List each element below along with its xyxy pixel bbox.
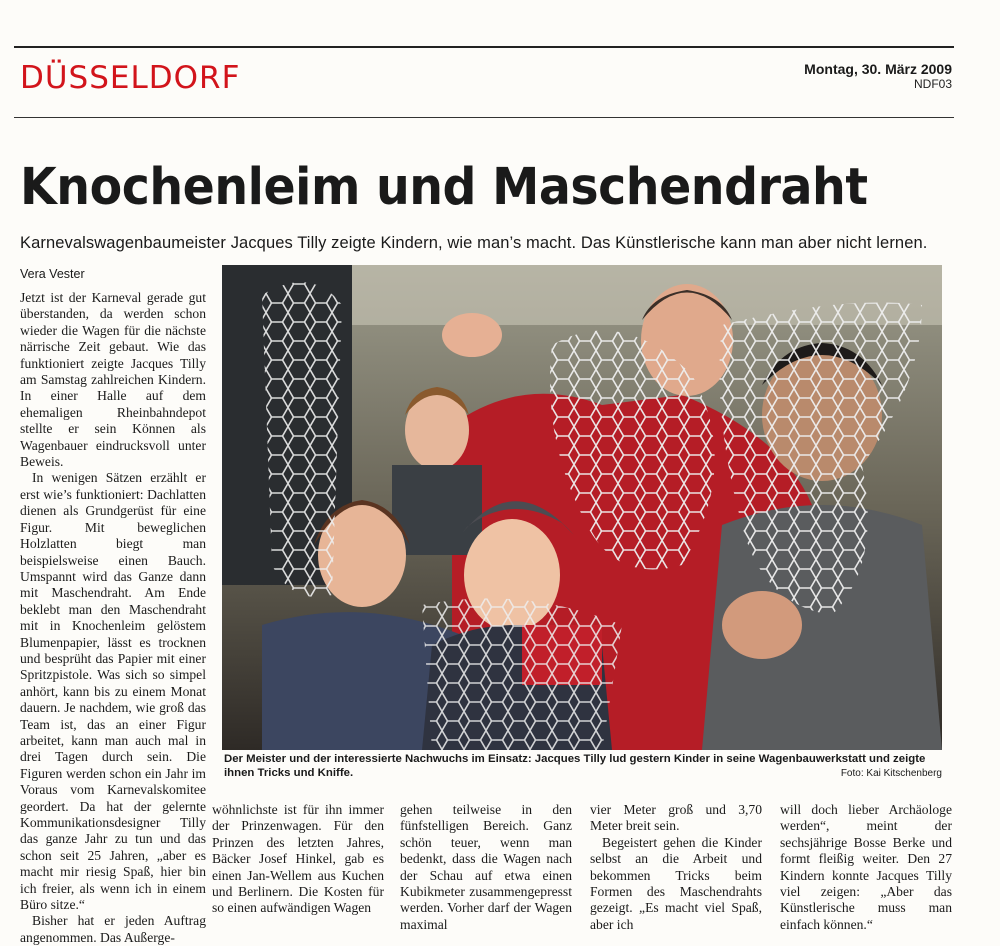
paragraph: will doch lieber Archäologe werden“, meint der sechsjährige Bosse Berke und formt fleißig weiter. Den 27 Kindern konnte Jacques Tilly viel zeigen: „Aber das Künstlerische muss man einfach können.“ bbox=[780, 802, 952, 932]
subheadline: Karnevalswagenbaumeister Jacques Tilly zeigte Kindern, wie man’s macht. Das Künstlerische kann man aber nicht lernen. bbox=[20, 234, 928, 252]
paragraph: vier Meter groß und 3,70 Meter breit sein. bbox=[590, 802, 762, 834]
top-rule bbox=[14, 46, 954, 48]
paragraph: In wenigen Sätzen erzählt er erst wie’s funktioniert: Dachlatten dienen als Grundgerüst für eine Figur. Mit beweglichen Holzlatten biegt man beispielsweise einen Bauch. Umspannt wird das Ganze dann mit Maschendraht. Am Ende beklebt man den Maschendraht mit in Knochenleim gelöstem Blumenpapier, lässt es trocknen und besprüht das Papier mit einer Spritzpistole. Was sich so simpel anhört, kann bis zu einem Monat dauern. Je nachdem, wie groß das Team ist, das an einer Figur arbeitet, kann man auch mal in drei Tagen durch sein. Die Figuren werden schon ein Jahr im Voraus vom Karnevalskomitee geordert. Da hat der gelernte Kommunikationsdesigner Tilly das ganze Jahr zu tun und das schon seit 25 Jahren, „aber es macht mir riesig Spaß, hier bin ich freier, als wenn ich in einem Büro sitze.“ bbox=[20, 470, 206, 913]
paragraph: Begeistert gehen die Kinder selbst an die Arbeit und bekommen Tricks beim Formen des Maschendrahts gezeigt. „Es macht viel Spaß, aber ich bbox=[590, 834, 762, 932]
author-byline: Vera Vester bbox=[20, 267, 85, 281]
masthead-rule bbox=[14, 117, 954, 118]
headline: Knochenleim und Maschendraht bbox=[20, 158, 868, 217]
paragraph: wöhnlichste ist für ihn immer der Prinzenwagen. Für den Prinzen des letzten Jahres, Bäcker Josef Hinkel, gab es einen Jan-Wellem aus Kuchen und Berlinern. Die Kosten für so einen aufwändigen Wagen bbox=[212, 802, 384, 916]
photo-caption: Der Meister und der interessierte Nachwuchs im Einsatz: Jacques Tilly lud gestern Kinder in seine Wagenbauwerkstatt und zeigte ihnen Tricks und Kniffe. bbox=[224, 753, 926, 779]
article-column-4 bbox=[590, 802, 762, 933]
issue-date: Montag, 30. März 2009 bbox=[804, 61, 952, 77]
article-column-1 bbox=[20, 290, 206, 946]
article-column-5 bbox=[780, 802, 952, 933]
photo-illustration bbox=[222, 265, 942, 750]
paragraph: Jetzt ist der Karneval gerade gut überstanden, da werden schon wieder die Wagen für die nächste närrische Zeit gebaut. Wie das funktioniert zeigte Jacques Tilly am Samstag zahlreichen Kindern. In einer Halle auf dem ehemaligen Rheinbahndepot stellte er sein Können als Wagenbauer eindrucksvoll unter Beweis. bbox=[20, 290, 206, 470]
photo-credit: Foto: Kai Kitschenberg bbox=[840, 768, 942, 779]
article-photo bbox=[222, 265, 942, 750]
page-code: NDF03 bbox=[913, 77, 952, 91]
section-title: DÜSSELDORF bbox=[20, 60, 241, 96]
article-column-2 bbox=[212, 802, 384, 917]
paragraph: Bisher hat er jeden Auftrag angenommen. Das Außerge- bbox=[20, 913, 206, 945]
article-column-3 bbox=[400, 802, 572, 933]
paragraph: gehen teilweise in den fünfstelligen Bereich. Ganz schön teuer, wenn man bedenkt, dass die Wagen nach der Schau auf etwa einen Kubikmeter zusammengepresst werden. Vorher darf der Wagen maximal bbox=[400, 802, 572, 932]
